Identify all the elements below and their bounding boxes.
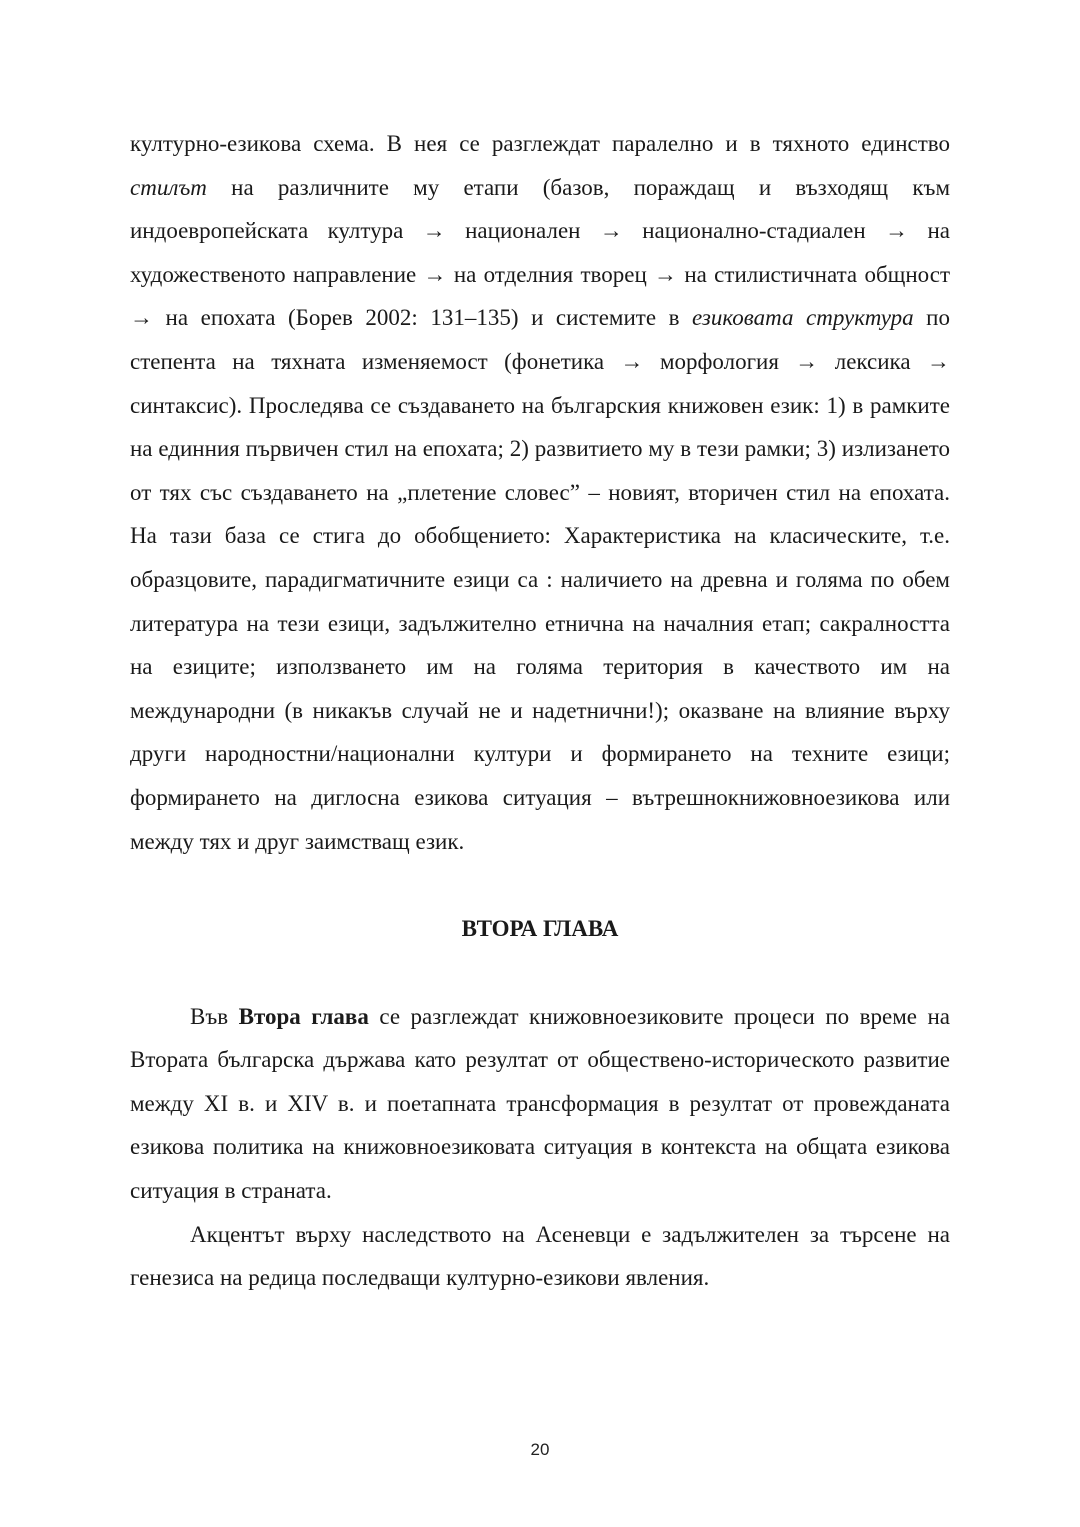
page-body — [130, 122, 950, 1300]
paragraph-intro-text-2: на различните му етапи (базов, пораждащ и възходящ към индоевропейската култура → национален → национално-стадиален → на художественото направление → на отделния творец → на стилистичната общност → на епохата (Борев 2002: 131–135) и системите в — [130, 174, 950, 331]
paragraph-asenevtsi: Акцентът върху наследството на Асеневци е задължителен за търсене на генезиса на редица последващи културно-езикови явления. — [130, 1221, 950, 1291]
paragraph-intro-text-3: по степента на тяхната изменяемост (фонетика → морфология → лексика → синтаксис). Проследява се създаването на българския книжовен език: 1) в рамките на единния първичен стил на епохата; 2) развитието му в тези рамки; 3) излизането от тях със създаването на „плетение словес” – новият, вторичен стил на епохата. На тази база се стига до обобщението: Характеристика на класическите, т.е. образцовите, парадигматичните езици са : наличието на древна и голяма по обем литература на тези езици, задължително етнична на началния етап; сакралността на езиците; използването им на голяма територия в качеството им на международни (в никакъв случай не и надетнични!); оказване на влияние върху други народностни/национални култури и формирането на техните езици; формирането на диглосна езикова ситуация – вътрешнокнижовноезикова или между тях и друг заимстващ език. — [130, 305, 950, 854]
paragraph-chapter-two — [130, 995, 950, 1213]
paragraph-chapter-two-text-2: се разглеждат книжовноезиковите процеси по време на Втората българска държава като резултат от обществено-историческото развитие между XI в. и XIV в. и поетапната трансформация в резултат от провежданата езикова политика на книжовноезиковата ситуация в контекста на общата езикова ситуация в страната. — [130, 1003, 951, 1204]
chapter-heading: ВТОРА ГЛАВА — [461, 916, 619, 942]
paragraph-intro-text-1: културно-езикова схема. В нея се разглеждат паралелно и в тяхното единство — [130, 131, 950, 156]
page-number: 20 — [530, 1440, 550, 1459]
bold-chapter-reference: Втора глава — [238, 1003, 369, 1029]
italic-term-style: стилът — [130, 174, 207, 200]
paragraph-chapter-two-text-1: Във — [190, 1003, 239, 1029]
paragraph-intro — [130, 122, 950, 863]
italic-term-structure: езиковата структура — [691, 305, 914, 331]
